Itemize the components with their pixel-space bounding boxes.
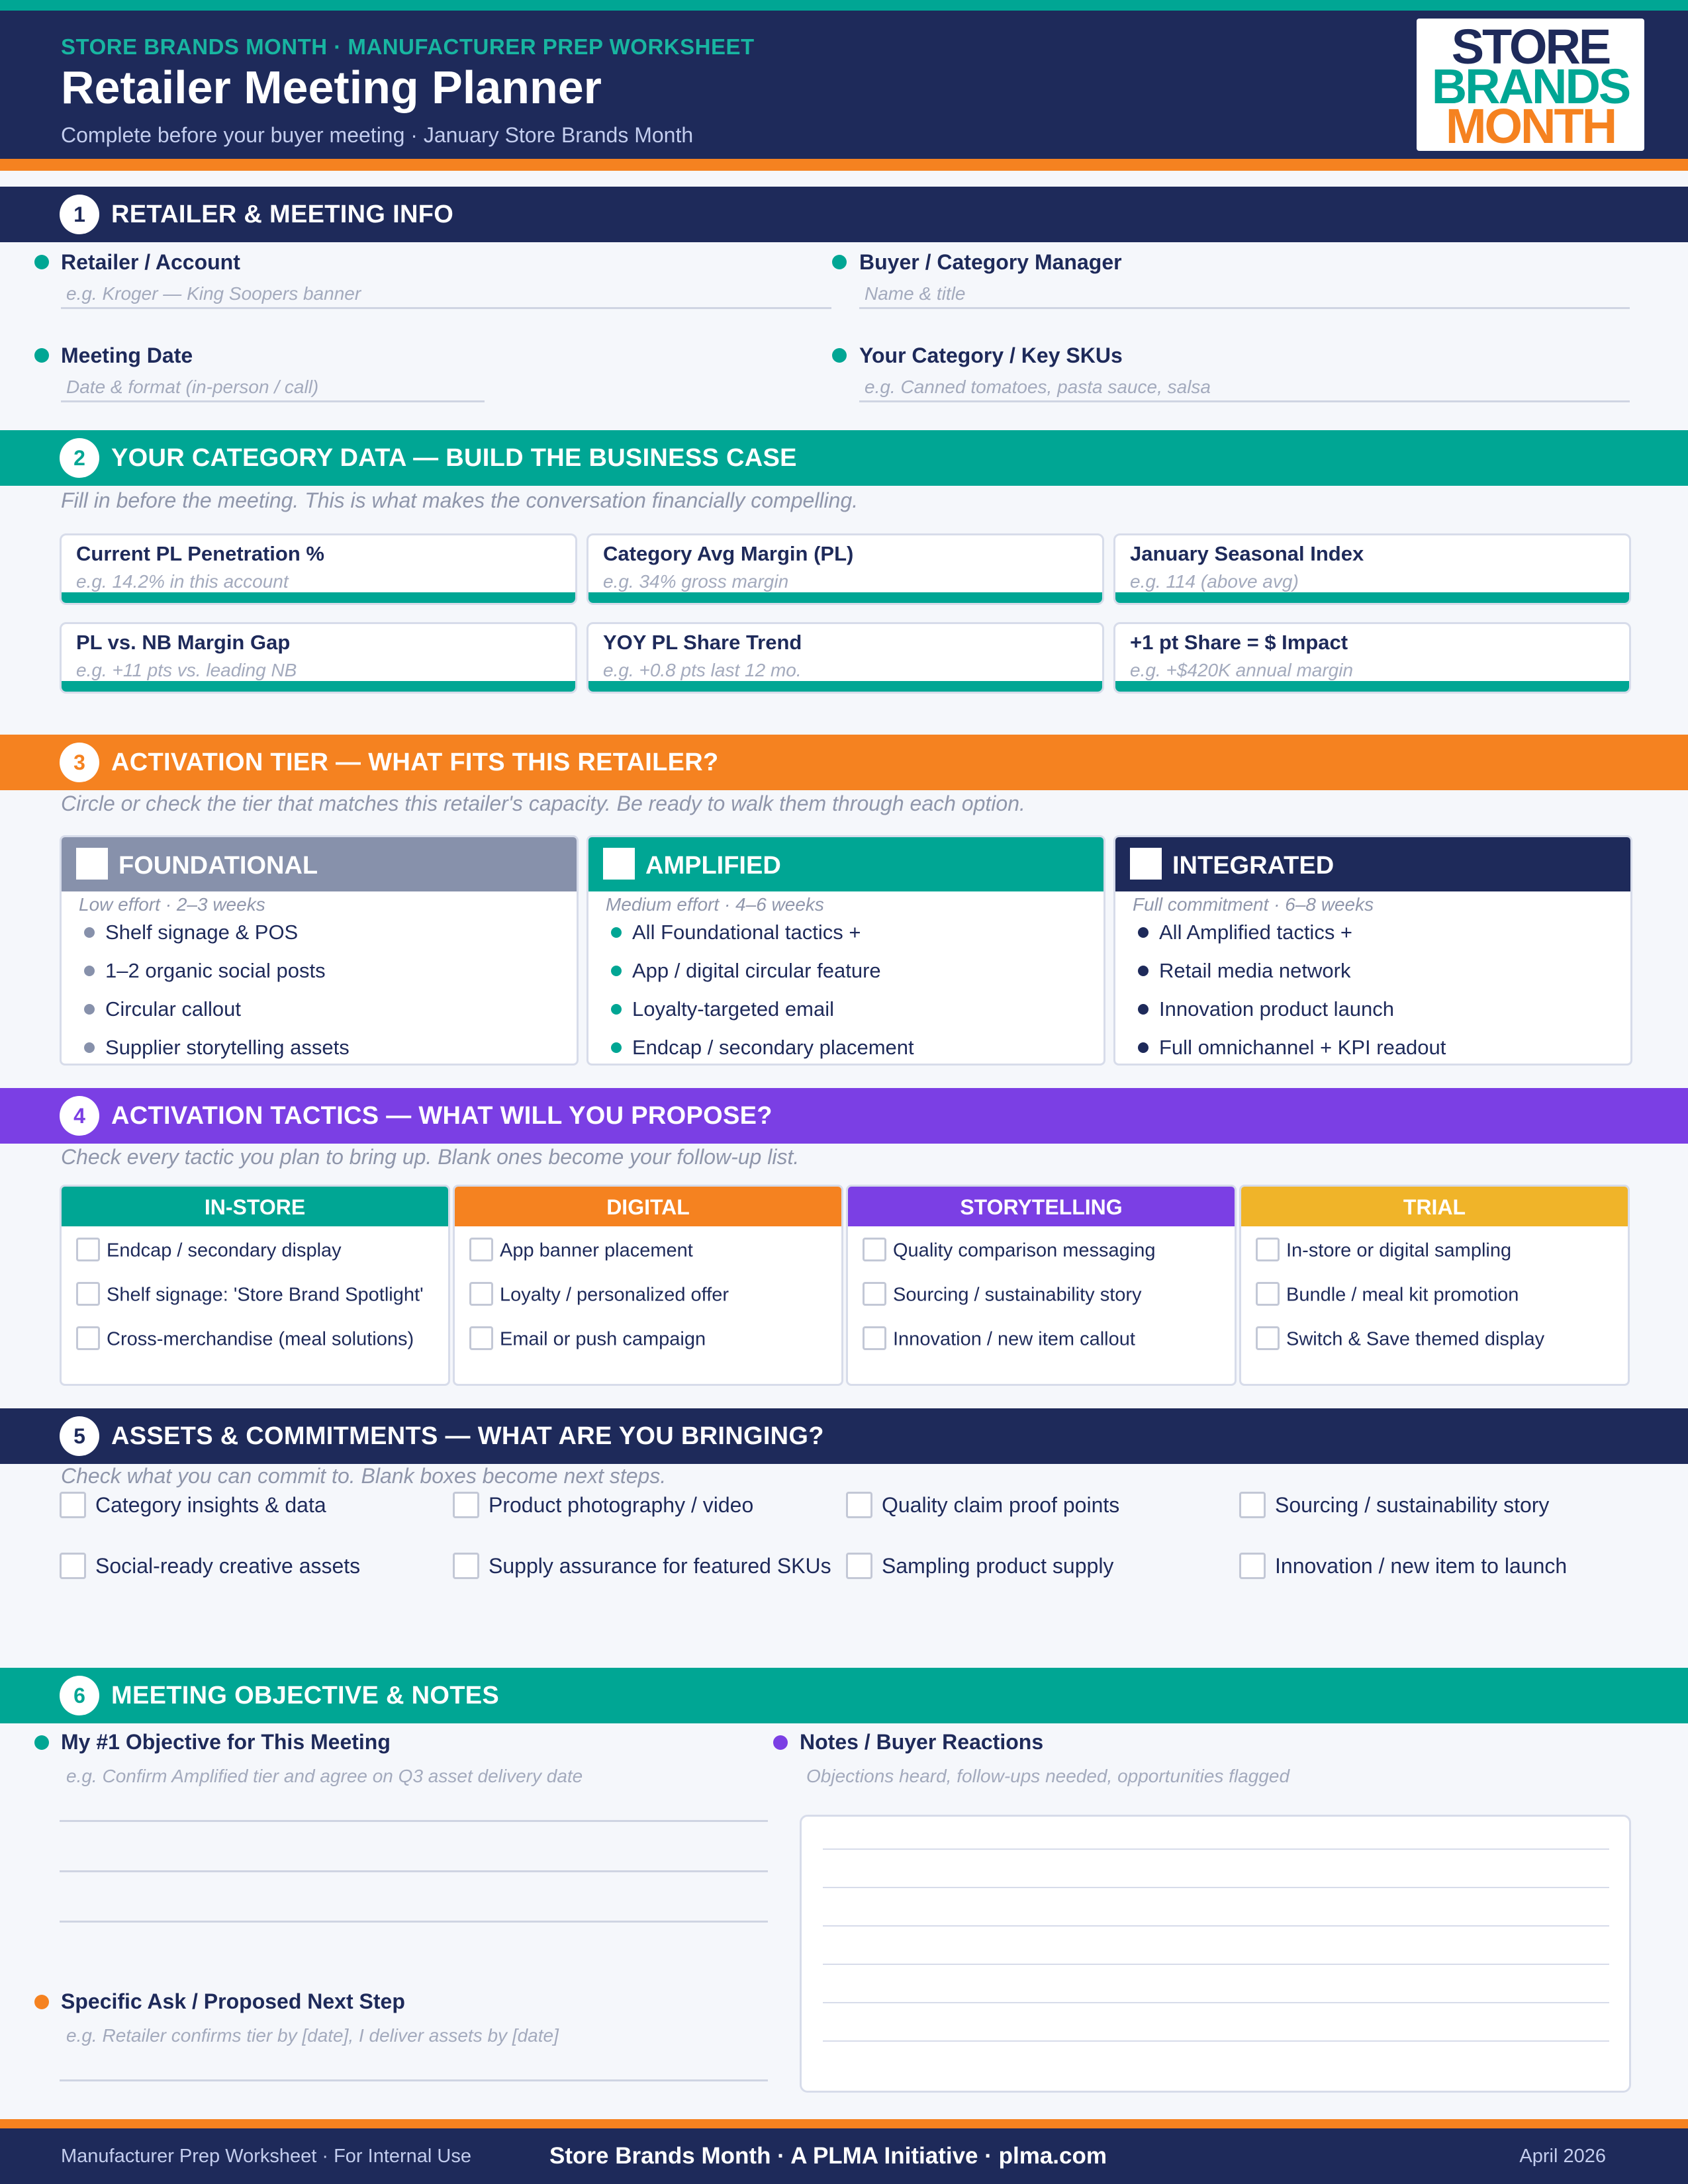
tier-tactic-list	[79, 919, 350, 1066]
checkbox[interactable]	[60, 1492, 86, 1518]
buyer-label: Buyer / Category Manager	[859, 250, 1122, 274]
list-item: Full omnichannel + KPI readout	[1133, 1034, 1446, 1066]
notes-placeholder: Objections heard, follow-ups needed, opportunities flagged	[806, 1766, 1290, 1786]
data-card-pl-penetration[interactable]	[60, 533, 577, 605]
section-5-title: ASSETS & COMMITMENTS — WHAT ARE YOU BRINGING?	[111, 1422, 824, 1450]
asset-option[interactable]: Product photography / video	[453, 1493, 753, 1520]
card-placeholder: e.g. +$420K annual margin	[1130, 660, 1354, 680]
card-accent-bar	[588, 592, 1102, 603]
section-5-header	[0, 1408, 1688, 1464]
card-placeholder: e.g. +11 pts vs. leading NB	[76, 660, 297, 680]
notes-line	[823, 1964, 1609, 1965]
section-6-title: MEETING OBJECTIVE & NOTES	[111, 1682, 500, 1709]
page-title: Retailer Meeting Planner	[61, 62, 602, 113]
card-accent-bar	[62, 681, 575, 692]
objective-label: My #1 Objective for This Meeting	[61, 1730, 391, 1754]
tier-effort: Full commitment · 6–8 weeks	[1133, 894, 1374, 915]
field-bullet	[34, 1735, 49, 1750]
card-label: January Seasonal Index	[1130, 542, 1364, 565]
top-accent-strip	[0, 0, 1688, 11]
list-item: Supplier storytelling assets	[79, 1034, 350, 1066]
tactics-digital	[453, 1185, 843, 1386]
tactic-option[interactable]: Email or push campaign	[469, 1328, 706, 1352]
tier-tactic-list	[1133, 919, 1446, 1066]
section-5-instruction: Check what you can commit to. Blank boxes become next steps.	[61, 1464, 667, 1488]
asset-option[interactable]: Category insights & data	[60, 1493, 326, 1520]
field-bullet	[34, 1995, 49, 2009]
asset-option[interactable]: Quality claim proof points	[846, 1493, 1119, 1520]
list-item: All Foundational tactics +	[606, 919, 914, 958]
section-1-title: RETAILER & MEETING INFO	[111, 201, 454, 228]
checkbox[interactable]	[1256, 1326, 1280, 1350]
checkbox[interactable]	[76, 1282, 100, 1306]
data-card-share-impact[interactable]	[1113, 622, 1631, 694]
asset-option[interactable]: Social-ready creative assets	[60, 1554, 360, 1581]
list-item: Retail media network	[1133, 958, 1446, 996]
tactic-column-header: IN-STORE	[62, 1187, 448, 1226]
tier-name: INTEGRATED	[1172, 852, 1335, 880]
asset-option[interactable]: Innovation / new item to launch	[1239, 1554, 1567, 1581]
tier-checkbox[interactable]	[1130, 848, 1162, 880]
buyer-field[interactable]: Name & title	[865, 283, 966, 304]
specific-ask-line	[60, 2079, 768, 2081]
section-1-header	[0, 187, 1688, 242]
field-bullet	[34, 255, 49, 269]
asset-option[interactable]: Sampling product supply	[846, 1554, 1113, 1581]
checkbox[interactable]	[60, 1553, 86, 1579]
card-placeholder: e.g. 114 (above avg)	[1130, 571, 1299, 592]
data-card-avg-margin[interactable]	[586, 533, 1104, 605]
footer-left-text: Manufacturer Prep Worksheet · For Internal Use	[61, 2146, 471, 2167]
section-4-header	[0, 1088, 1688, 1144]
card-accent-bar	[62, 592, 575, 603]
field-bullet	[832, 348, 847, 363]
card-accent-bar	[1115, 681, 1629, 692]
category-skus-field[interactable]: e.g. Canned tomatoes, pasta sauce, salsa	[865, 377, 1211, 397]
card-label: Category Avg Margin (PL)	[603, 542, 854, 565]
page-footer	[0, 2128, 1688, 2184]
notes-line	[823, 1925, 1609, 1927]
card-placeholder: e.g. 14.2% in this account	[76, 571, 289, 592]
retailer-account-field[interactable]: e.g. Kroger — King Soopers banner	[66, 283, 361, 304]
section-5-number: 5	[60, 1416, 99, 1456]
tier-header	[1115, 837, 1630, 891]
objective-line	[60, 1820, 768, 1822]
retailer-account-label: Retailer / Account	[61, 250, 240, 274]
objective-line	[60, 1921, 768, 1923]
buyer-line	[859, 307, 1630, 309]
footer-accent-bar	[0, 2119, 1688, 2128]
checkbox[interactable]	[863, 1282, 886, 1306]
notes-label: Notes / Buyer Reactions	[800, 1730, 1044, 1754]
tier-checkbox[interactable]	[76, 848, 108, 880]
specific-ask-label: Specific Ask / Proposed Next Step	[61, 1989, 405, 2013]
list-item: Circular callout	[79, 996, 350, 1034]
card-label: +1 pt Share = $ Impact	[1130, 631, 1348, 654]
card-accent-bar	[588, 681, 1102, 692]
section-3-title: ACTIVATION TIER — WHAT FITS THIS RETAILER?	[111, 749, 719, 776]
tactic-option[interactable]: Cross-merchandise (meal solutions)	[76, 1328, 414, 1352]
meeting-date-label: Meeting Date	[61, 343, 193, 367]
field-bullet	[832, 255, 847, 269]
list-item: All Amplified tactics +	[1133, 919, 1446, 958]
page-subtitle: Complete before your buyer meeting · January Store Brands Month	[61, 123, 694, 147]
list-item: Innovation product launch	[1133, 996, 1446, 1034]
tier-name: AMPLIFIED	[645, 852, 781, 880]
tactic-column-header: DIGITAL	[455, 1187, 841, 1226]
checkbox[interactable]	[469, 1282, 493, 1306]
objective-line	[60, 1870, 768, 1872]
tier-integrated[interactable]	[1113, 835, 1632, 1066]
tier-foundational[interactable]	[60, 835, 579, 1066]
meeting-date-line	[61, 400, 485, 402]
tier-effort: Medium effort · 4–6 weeks	[606, 894, 824, 915]
tactic-column-header: STORYTELLING	[848, 1187, 1235, 1226]
section-6-number: 6	[60, 1676, 99, 1715]
section-2-instruction: Fill in before the meeting. This is what makes the conversation financially compelling.	[61, 488, 859, 512]
list-item: Endcap / secondary placement	[606, 1034, 914, 1066]
category-skus-label: Your Category / Key SKUs	[859, 343, 1123, 367]
checkbox[interactable]	[1239, 1553, 1266, 1579]
section-6-header	[0, 1668, 1688, 1723]
retailer-account-line	[61, 307, 831, 309]
tactic-option[interactable]: Innovation / new item callout	[863, 1328, 1135, 1352]
data-card-seasonal-index[interactable]	[1113, 533, 1631, 605]
field-bullet	[773, 1735, 788, 1750]
tactics-in-store	[60, 1185, 450, 1386]
section-3-header	[0, 735, 1688, 790]
card-placeholder: e.g. 34% gross margin	[603, 571, 789, 592]
notes-line	[823, 1848, 1609, 1850]
section-4-instruction: Check every tactic you plan to bring up. Blank ones become your follow-up list.	[61, 1145, 800, 1169]
data-card-margin-gap[interactable]	[60, 622, 577, 694]
section-2-header	[0, 430, 1688, 486]
tactic-option[interactable]: Endcap / secondary display	[76, 1240, 342, 1263]
tactic-option[interactable]: Switch & Save themed display	[1256, 1328, 1544, 1352]
checkbox[interactable]	[76, 1326, 100, 1350]
tactics-trial	[1239, 1185, 1630, 1386]
checkbox[interactable]	[1256, 1282, 1280, 1306]
tactic-option[interactable]: Shelf signage: 'Store Brand Spotlight'	[76, 1284, 424, 1308]
checkbox[interactable]	[846, 1492, 872, 1518]
asset-option[interactable]: Supply assurance for featured SKUs	[453, 1554, 831, 1581]
category-skus-line	[859, 400, 1630, 402]
tier-effort: Low effort · 2–3 weeks	[79, 894, 265, 915]
section-4-title: ACTIVATION TACTICS — WHAT WILL YOU PROPOSE?	[111, 1102, 773, 1130]
checkbox[interactable]	[469, 1326, 493, 1350]
footer-date: April 2026	[1519, 2146, 1606, 2167]
section-2-title: YOUR CATEGORY DATA — BUILD THE BUSINESS CASE	[111, 444, 797, 472]
checkbox[interactable]	[76, 1238, 100, 1261]
tactic-option[interactable]: In-store or digital sampling	[1256, 1240, 1511, 1263]
notes-line	[823, 2002, 1609, 2003]
checkbox[interactable]	[469, 1238, 493, 1261]
section-4-number: 4	[60, 1096, 99, 1136]
tactic-option[interactable]: App banner placement	[469, 1240, 693, 1263]
objective-field[interactable]: e.g. Confirm Amplified tier and agree on Q3 asset delivery date	[66, 1766, 583, 1786]
tactic-column-header: TRIAL	[1241, 1187, 1628, 1226]
store-brands-month-logo	[1417, 19, 1644, 154]
checkbox[interactable]	[863, 1238, 886, 1261]
tier-amplified[interactable]	[586, 835, 1105, 1066]
footer-center-text: Store Brands Month · A PLMA Initiative · plma.com	[549, 2143, 1107, 2169]
logo-line-store: STORE	[1451, 19, 1610, 74]
tactics-storytelling	[846, 1185, 1237, 1386]
data-card-share-trend[interactable]	[586, 622, 1104, 694]
tactic-option[interactable]: Bundle / meal kit promotion	[1256, 1284, 1519, 1308]
tier-header	[62, 837, 577, 891]
card-label: PL vs. NB Margin Gap	[76, 631, 291, 654]
field-bullet	[34, 348, 49, 363]
specific-ask-field[interactable]: e.g. Retailer confirms tier by [date], I deliver assets by [date]	[66, 2025, 559, 2046]
card-label: YOY PL Share Trend	[603, 631, 802, 654]
card-accent-bar	[1115, 592, 1629, 603]
tactic-option[interactable]: Loyalty / personalized offer	[469, 1284, 729, 1308]
notes-line	[823, 2040, 1609, 2042]
logo-line-brands: BRANDS	[1431, 59, 1630, 114]
tactic-option[interactable]: Sourcing / sustainability story	[863, 1284, 1142, 1308]
section-1-number: 1	[60, 195, 99, 234]
checkbox[interactable]	[1239, 1492, 1266, 1518]
section-3-instruction: Circle or check the tier that matches this retailer's capacity. Be ready to walk them through each option.	[61, 792, 1025, 815]
notes-textarea[interactable]	[800, 1815, 1631, 2093]
checkbox[interactable]	[453, 1492, 479, 1518]
list-item: Shelf signage & POS	[79, 919, 350, 958]
tactic-option[interactable]: Quality comparison messaging	[863, 1240, 1156, 1263]
checkbox[interactable]	[846, 1553, 872, 1579]
tier-name: FOUNDATIONAL	[118, 852, 318, 880]
tier-tactic-list	[606, 919, 914, 1066]
asset-option[interactable]: Sourcing / sustainability story	[1239, 1493, 1549, 1520]
header-kicker: STORE BRANDS MONTH · MANUFACTURER PREP WORKSHEET	[61, 34, 755, 59]
list-item: 1–2 organic social posts	[79, 958, 350, 996]
notes-line	[823, 1887, 1609, 1888]
header-accent-bar	[0, 159, 1688, 171]
tier-checkbox[interactable]	[603, 848, 635, 880]
section-2-number: 2	[60, 438, 99, 478]
checkbox[interactable]	[1256, 1238, 1280, 1261]
list-item: Loyalty-targeted email	[606, 996, 914, 1034]
card-placeholder: e.g. +0.8 pts last 12 mo.	[603, 660, 802, 680]
checkbox[interactable]	[453, 1553, 479, 1579]
section-3-number: 3	[60, 743, 99, 782]
logo-line-month: MONTH	[1445, 99, 1616, 154]
meeting-date-field[interactable]: Date & format (in-person / call)	[66, 377, 319, 397]
tier-header	[588, 837, 1103, 891]
checkbox[interactable]	[863, 1326, 886, 1350]
card-label: Current PL Penetration %	[76, 542, 324, 565]
list-item: App / digital circular feature	[606, 958, 914, 996]
